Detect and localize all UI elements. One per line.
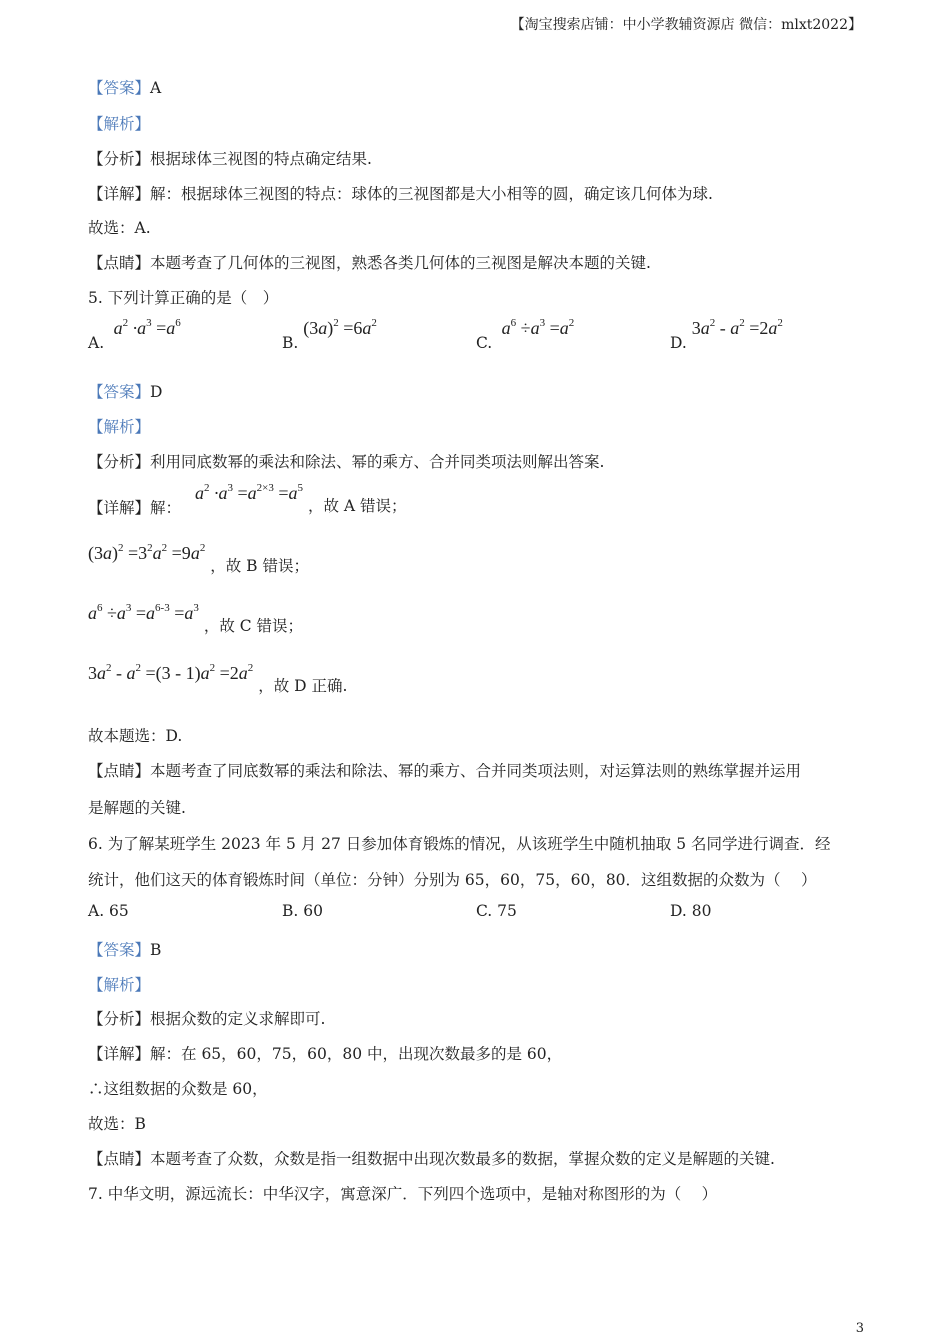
q6-xiangjie: 【详解】解：在 65，60，75，60，80 中，出现次数最多的是 60， xyxy=(88,1045,563,1063)
q5-option-c: C. $a^6 \div a^3 =a^2$ xyxy=(476,317,575,352)
q6-option-b: B. 60 xyxy=(282,902,323,920)
q4-jiexi: 【解析】 xyxy=(88,115,151,133)
page-number: 3 xyxy=(855,1321,864,1336)
q5-fenxi: 【分析】利用同底数幂的乘法和除法、幂的乘方、合并同类项法则解出答案. xyxy=(88,453,605,471)
q6-stem-cont: 统计，他们这天的体育锻炼时间（单位：分钟）分别为 65，60，75，60，80．这组数据的众数为（ ） xyxy=(88,871,817,889)
q7-stem: 7. 中华文明，源远流长：中华汉字，寓意深广．下列四个选项中，是轴对称图形的为（ ） xyxy=(88,1185,718,1203)
q6-answer: 【答案】B xyxy=(88,941,162,959)
q5-step-c: $a^6 \div a^3 =a^{6-3} =a^3$ ，故 C 错误； xyxy=(88,602,304,635)
q5-option-d: D. $3a^2 - a^2 =2a^2$ xyxy=(670,317,783,352)
q5-option-b: B. $(3a)^2 =6a^2$ xyxy=(282,317,377,352)
q6-dianjing: 【点睛】本题考查了众数，众数是指一组数据中出现次数最多的数据，掌握众数的定义是解题的关键. xyxy=(88,1150,775,1168)
q6-stem: 6. 为了解某班学生 2023 年 5 月 27 日参加体育锻炼的情况，从该班学生中随机抽取 5 名同学进行调查．经 xyxy=(88,835,831,853)
q6-option-a: A. 65 xyxy=(88,902,129,920)
q5-stem: 5. 下列计算正确的是（ ） xyxy=(88,289,279,307)
q5-guxuan: 故本题选：D. xyxy=(88,727,183,745)
page-header: 【淘宝搜索店铺：中小学教辅资源店 微信：mlxt2022】 xyxy=(510,17,862,33)
q5-step-d: $3a^2 - a^2 =(3 - 1)a^2 =2a^2$ ，故 D 正确. xyxy=(88,662,348,695)
q4-fenxi: 【分析】根据球体三视图的特点确定结果. xyxy=(88,150,372,168)
q5-xiangjie-step-a: 【详解】解： $a^2 \cdot a^3 =a^{2\times 3} =a^5$ ，故 A 错误； xyxy=(88,482,407,517)
q5-answer: 【答案】D xyxy=(88,383,163,401)
q4-dianjing: 【点睛】本题考查了几何体的三视图，熟悉各类几何体的三视图是解决本题的关键. xyxy=(88,254,651,272)
q5-jiexi: 【解析】 xyxy=(88,418,151,436)
q5-dianjing-cont: 是解题的关键. xyxy=(88,799,186,817)
q4-answer: 【答案】A xyxy=(88,79,162,97)
q6-option-d: D. 80 xyxy=(670,902,712,920)
q4-xiangjie: 【详解】解：根据球体三视图的特点：球体的三视图都是大小相等的圆，确定该几何体为球. xyxy=(88,185,713,203)
q5-dianjing: 【点睛】本题考查了同底数幂的乘法和除法、幂的乘方、合并同类项法则，对运算法则的熟练掌握并运用 xyxy=(88,762,802,780)
q4-guxuan: 故选：A. xyxy=(88,219,151,237)
q5-step-b: $(3a)^2 =3^2a^2 =9a^2$ ，故 B 错误； xyxy=(88,542,309,575)
q6-option-c: C. 75 xyxy=(476,902,517,920)
q6-therefore: ∴这组数据的众数是 60， xyxy=(88,1080,268,1098)
q6-guxuan: 故选：B xyxy=(88,1115,146,1133)
q6-jiexi: 【解析】 xyxy=(88,976,151,994)
q5-option-a: A. $a^2 \cdot a^3 =a^6$ xyxy=(88,317,181,352)
q6-fenxi: 【分析】根据众数的定义求解即可. xyxy=(88,1010,326,1028)
